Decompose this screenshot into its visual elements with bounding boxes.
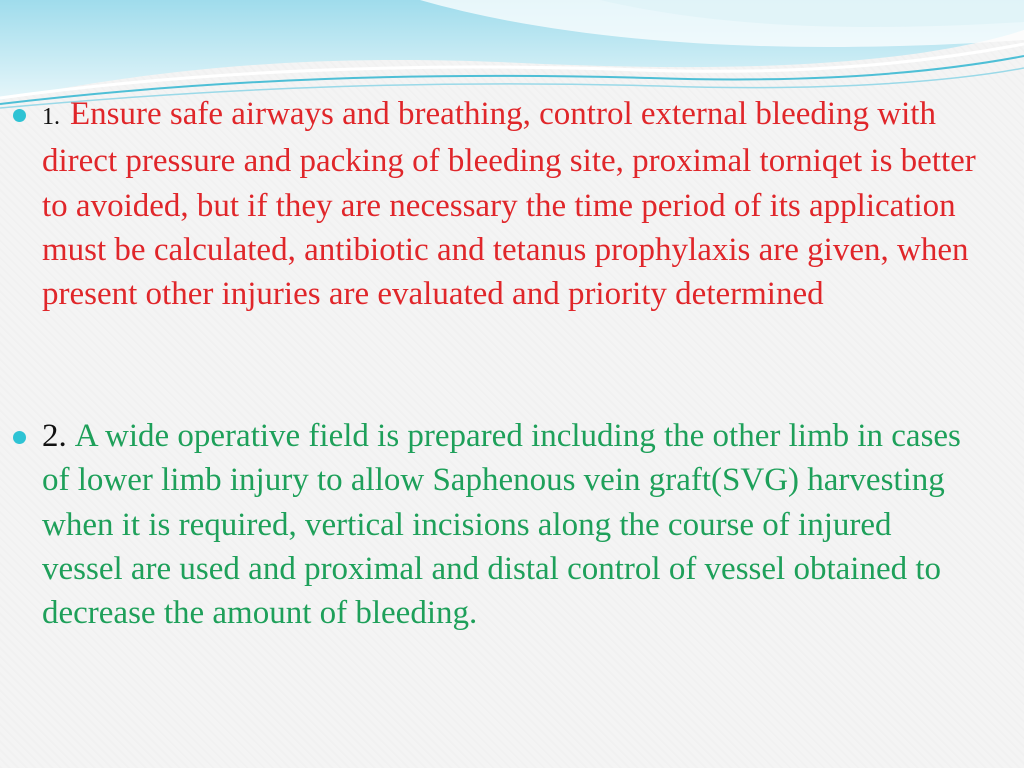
slide-content [0,92,1024,732]
bullet-text-1 [42,92,977,316]
bullet-dot-icon [13,431,26,444]
bullet-number-2: 2. [42,418,67,454]
bullet-number-1: 1. [42,104,60,130]
bullet-content-1: Ensure safe airways and breathing, control external bleeding with direct pressure and packing of bleeding site, proximal torniqet is better to avoided, but if they are necessary the time period of its application must be calculated, antibiotic and tetanus prophylaxis are given, when present other injuries are evaluated and priority determined [42,96,976,313]
bullet-dot-icon [13,109,26,122]
bullet-text-2 [42,414,977,635]
bullet-content-2: A wide operative field is prepared including the other limb in cases of lower limb injury to allow Saphenous vein graft(SVG) harvesting when it is required, vertical incisions along the course of injured vessel are used and proximal and distal control of vessel obtained to decrease the amount of bleeding. [42,418,961,632]
